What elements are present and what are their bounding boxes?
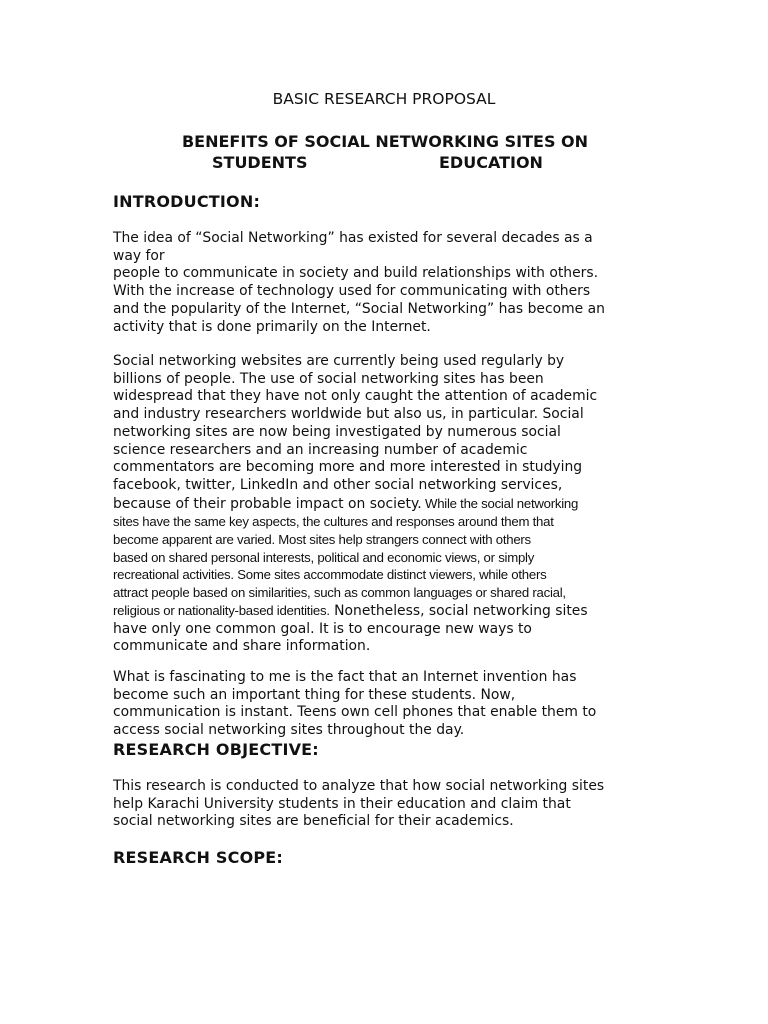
research-objective-heading: RESEARCH OBJECTIVE:: [113, 740, 319, 759]
paragraph-line-mixed: [113, 495, 658, 514]
paragraph-line: and industry researchers worldwide but also us, in particular. Social: [113, 406, 584, 423]
paragraph-line: commentators are becoming more and more interested in studying: [113, 459, 583, 476]
paragraph-line: communication is instant. Teens own cell phones that enable them to: [113, 704, 597, 721]
paragraph-line: widespread that they have not only caught the attention of academic: [113, 388, 598, 405]
introduction-heading: INTRODUCTION:: [113, 192, 261, 211]
paragraph-line: This research is conducted to analyze that how social networking sites: [113, 778, 605, 794]
introduction-paragraph-2: [113, 353, 658, 656]
paragraph-line-small: sites have the same key aspects, the cultures and responses around them that: [113, 514, 554, 530]
paragraph-line: science researchers and an increasing number of academic: [113, 441, 528, 458]
paragraph-line-small: recreational activities. Some sites accommodate distinct viewers, while others: [113, 567, 547, 583]
research-objective-paragraph: [113, 778, 658, 831]
paragraph-segment: because of their probable impact on society.: [113, 495, 422, 512]
paragraph-line-small: become apparent are varied. Most sites help strangers connect with others: [113, 532, 531, 548]
title-line-1: BENEFITS OF SOCIAL NETWORKING SITES ON: [181, 132, 589, 151]
paragraph-line: activity that is done primarily on the Internet.: [113, 318, 431, 335]
paragraph-line: With the increase of technology used for communicating with others: [113, 283, 591, 300]
paragraph-line: have only one common goal. It is to encourage new ways to: [113, 620, 532, 637]
paragraph-line: Social networking websites are currently being used regularly by: [113, 353, 565, 369]
paragraph-line: and the popularity of the Internet, “Social Networking” has become an: [113, 300, 605, 317]
paragraph-segment: Nonetheless, social networking sites: [329, 602, 588, 619]
paragraph-line: networking sites are now being investigated by numerous social: [113, 423, 561, 440]
paragraph-line-mixed: [113, 602, 658, 621]
paragraph-line: help Karachi University students in their education and claim that: [113, 795, 571, 812]
proposal-label: BASIC RESEARCH PROPOSAL: [272, 90, 496, 108]
paragraph-line: The idea of “Social Networking” has existed for several decades as a: [113, 230, 593, 246]
introduction-paragraph-1: [113, 230, 658, 336]
paragraph-line: become such an important thing for these students. Now,: [113, 686, 516, 703]
research-scope-heading: RESEARCH SCOPE:: [113, 848, 284, 867]
paragraph-line: billions of people. The use of social networking sites has been: [113, 370, 544, 387]
paragraph-segment-small: religious or nationality-based identities.: [113, 602, 330, 618]
title-word-students: STUDENTS: [212, 153, 308, 172]
paragraph-line: What is fascinating to me is the fact that an Internet invention has: [113, 669, 577, 685]
document-title: [160, 131, 610, 172]
title-word-education: EDUCATION: [439, 153, 543, 172]
paragraph-line: way for: [113, 247, 165, 264]
paragraph-line: people to communicate in society and build relationships with others.: [113, 265, 598, 282]
paragraph-line: social networking sites are beneficial for their academics.: [113, 813, 514, 830]
paragraph-line: access social networking sites throughout the day.: [113, 722, 465, 739]
paragraph-line: facebook, twitter, LinkedIn and other social networking services,: [113, 476, 563, 493]
introduction-paragraph-3: [113, 669, 658, 740]
paragraph-line-small: based on shared personal interests, political and economic views, or simply: [113, 549, 535, 565]
paragraph-line-small: attract people based on similarities, such as common languages or shared racial,: [113, 585, 566, 601]
paragraph-line: communicate and share information.: [113, 638, 371, 655]
paragraph-segment-small: While the social networking: [421, 495, 579, 511]
